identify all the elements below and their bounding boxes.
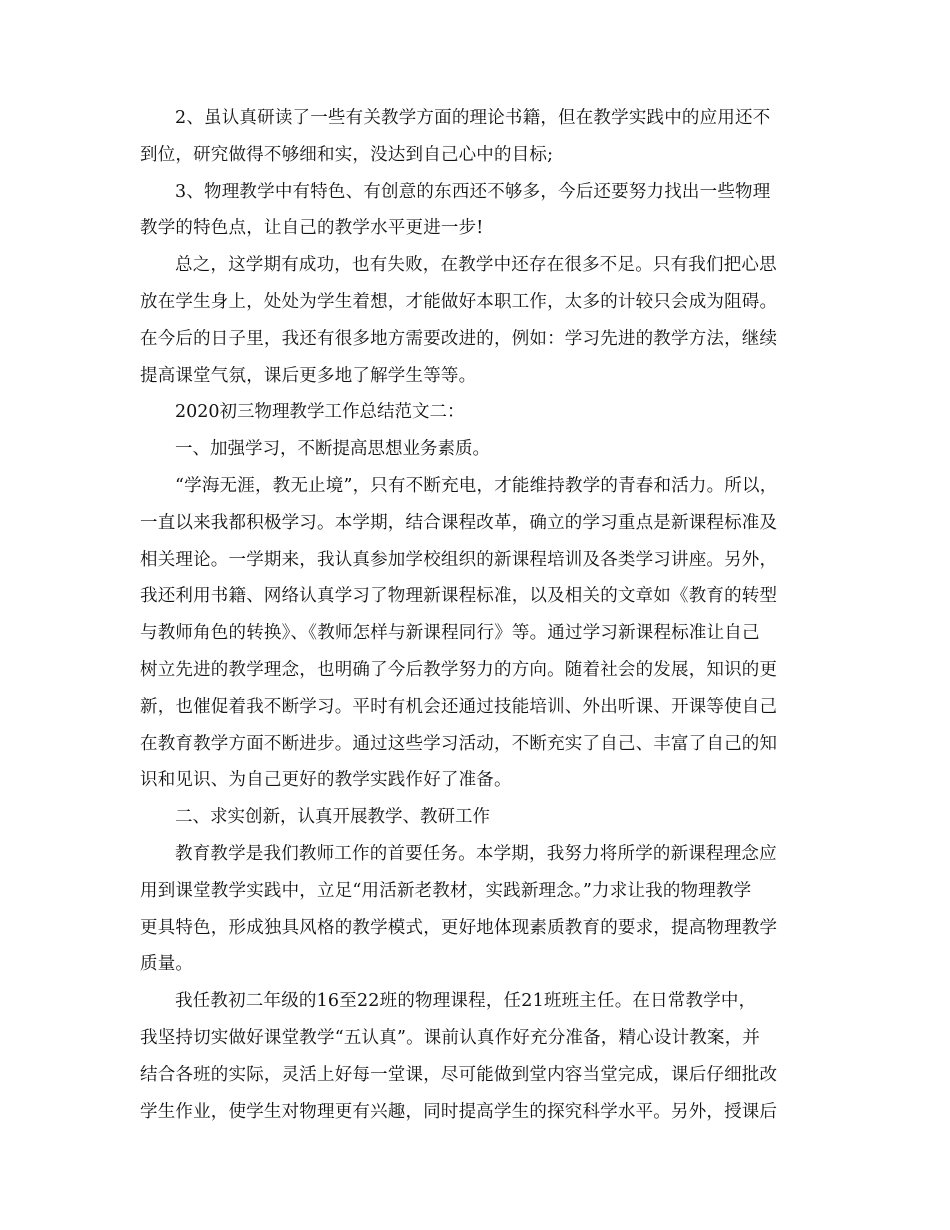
text-line: 相关理论。一学期来，我认真参加学校组织的新课程培训及各类学习讲座。另外，: [140, 549, 778, 570]
text-line: 放在学生身上，处处为学生着想，才能做好本职工作，太多的计较只会成为阻碍。: [140, 291, 778, 312]
text-line: 识和见识、为自己更好的教学实践作好了准备。: [140, 770, 512, 791]
text-line: 2020初三物理教学工作总结范文二：: [175, 402, 465, 423]
text-line: 我还利用书籍、网络认真学习了物理新课程标准，以及相关的文章如《教育的转型: [140, 586, 778, 607]
document-body: [140, 100, 820, 1130]
paragraph-summary: [140, 247, 820, 394]
text-line: 树立先进的教学理念，也明确了今后教学努力的方向。随着社会的发展，知识的更: [140, 659, 778, 680]
text-line: 在今后的日子里，我还有很多地方需要改进的，例如：学习先进的教学方法，继续: [140, 328, 778, 349]
text-line: 2、虽认真研读了一些有关教学方面的理论书籍，但在教学实践中的应用还不: [175, 108, 771, 128]
text-line: 3、物理教学中有特色、有创意的东西还不够多，今后还要努力找出一些物理: [175, 181, 771, 202]
text-line: 提高课堂气氛，课后更多地了解学生等等。: [140, 365, 477, 386]
text-line: “学海无涯，教无止境”，只有不断充电，才能维持教学的青春和活力。所以，: [175, 475, 778, 496]
text-line: 在教育教学方面不断进步。通过这些学习活动，不断充实了自己、丰富了自己的知: [140, 733, 778, 754]
subheading-teaching: [140, 799, 820, 836]
subheading-study: [140, 431, 820, 468]
text-line: 一直以来我都积极学习。本学期，结合课程改革，确立的学习重点是新课程标准及: [140, 512, 778, 533]
text-line: 我坚持切实做好课堂教学“五认真”。课前认真作好充分准备，精心设计教案，并: [140, 1027, 761, 1048]
section-title: [140, 394, 820, 431]
text-line: 更具特色，形成独具风格的教学模式，更好地体现素质教育的要求，提高物理教学: [140, 917, 778, 938]
text-line: 二、求实创新，认真开展教学、教研工作: [175, 807, 490, 828]
text-line: 新，也催促着我不断学习。平时有机会还通过技能培训、外出听课、开课等使自己: [140, 696, 778, 717]
text-line: 一、加强学习，不断提高思想业务素质。: [175, 439, 490, 460]
paragraph-study: [140, 468, 820, 799]
paragraph-classes: [140, 983, 820, 1130]
text-line: 总之，这学期有成功，也有失败，在教学中还存在很多不足。只有我们把心思: [175, 255, 777, 276]
text-line: 学生作业，使学生对物理更有兴趣，同时提高学生的探究科学水平。另外，授课后: [140, 1101, 778, 1122]
paragraph-shortcoming-2: [140, 100, 820, 174]
text-line: 质量。: [140, 954, 194, 975]
text-line: 结合各班的实际，灵活上好每一堂课，尽可能做到堂内容当堂完成，课后仔细批改: [140, 1064, 778, 1085]
text-line: 与教师角色的转换》、《教师怎样与新课程同行》等。通过学习新课程标准让自己: [140, 623, 760, 644]
text-line: 用到课堂教学实践中，立足“用活新老教材，实践新理念。”力求让我的物理教学: [140, 880, 752, 901]
paragraph-teaching: [140, 836, 820, 983]
text-line: 教学的特色点，让自己的教学水平更进一步!: [140, 218, 484, 239]
text-line: 到位，研究做得不够细和实，没达到自己心中的目标;: [140, 144, 554, 165]
text-line: 我任教初二年级的16至22班的物理课程，任21班班主任。在日常教学中，: [175, 991, 757, 1012]
text-line: 教育教学是我们教师工作的首要任务。本学期，我努力将所学的新课程理念应: [175, 843, 777, 864]
paragraph-shortcoming-3: [140, 174, 820, 248]
